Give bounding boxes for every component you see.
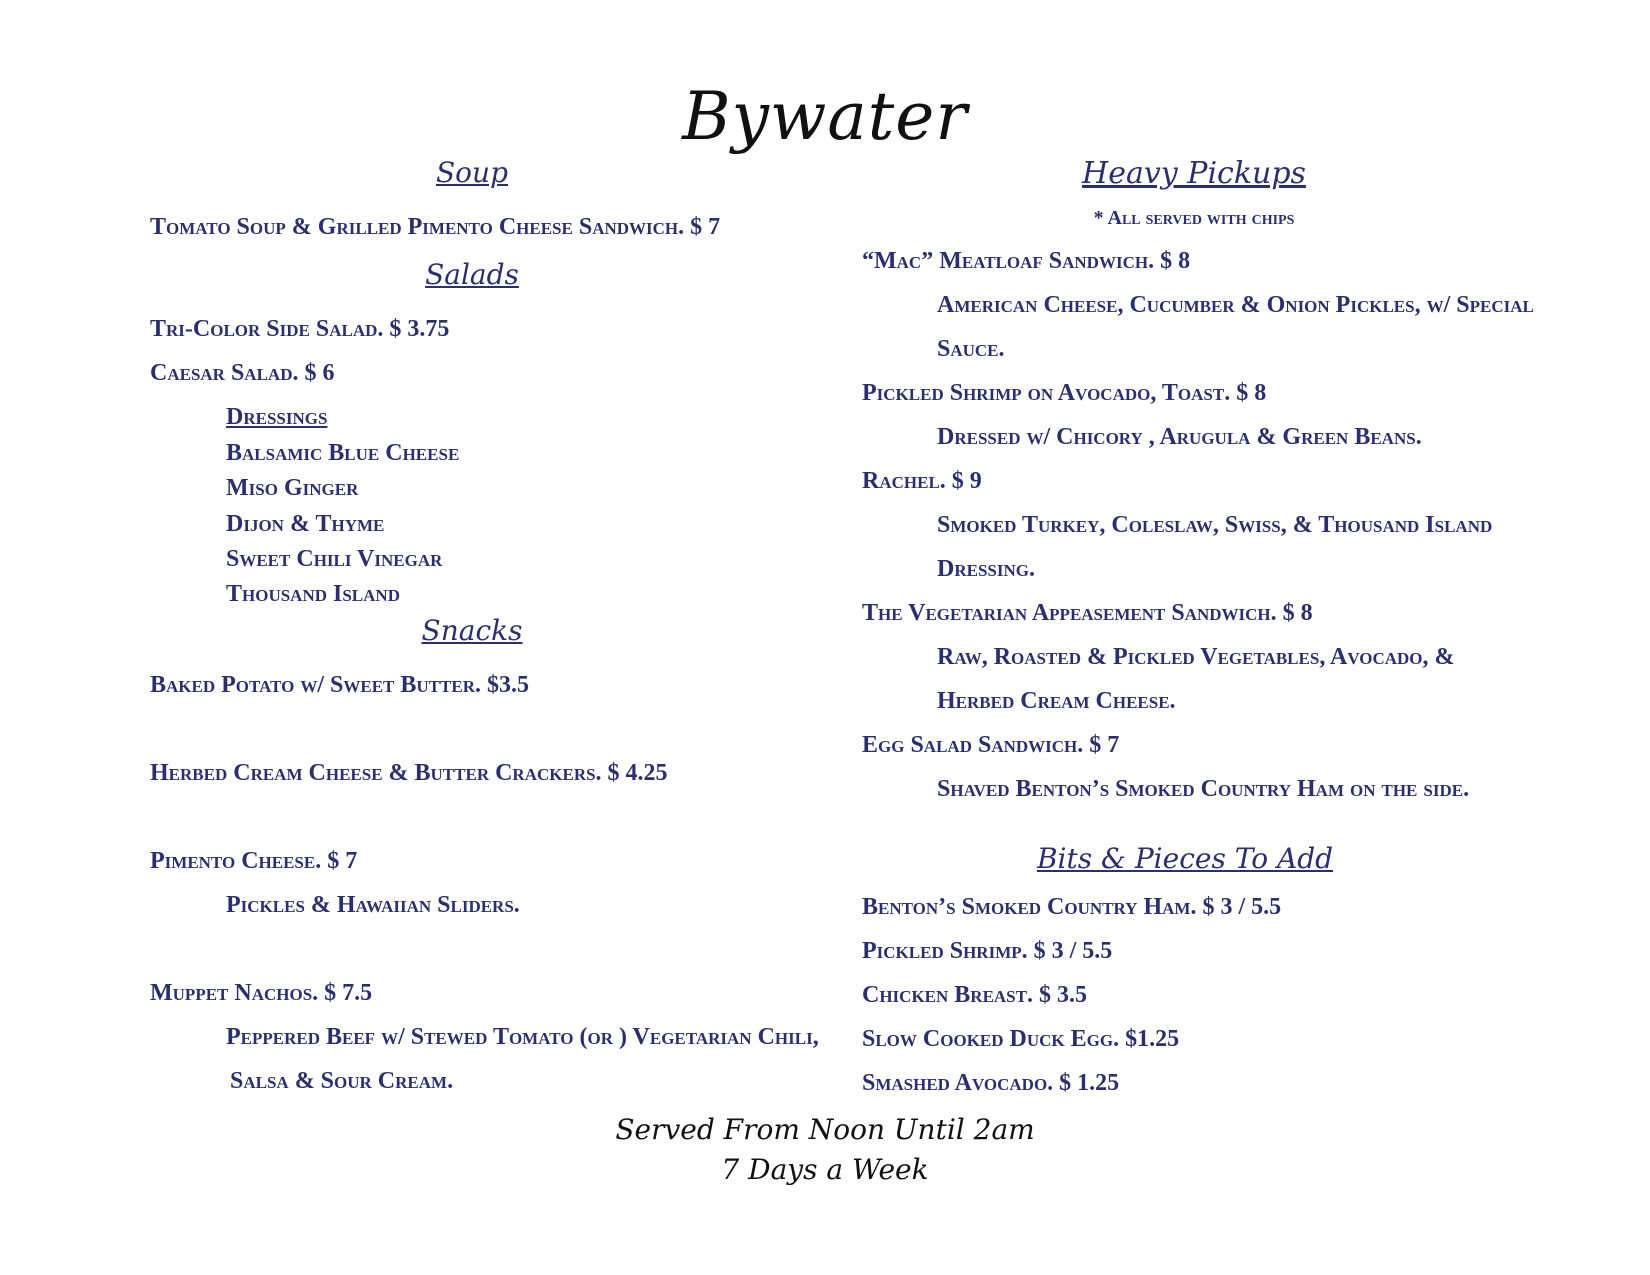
add-on-item: Benton’s Smoked Country Ham. $ 3 / 5.5	[862, 894, 1282, 920]
snack-item: Baked Potato w/ Sweet Butter. $3.5	[150, 672, 529, 698]
add-on-item: Smashed Avocado. $ 1.25	[862, 1070, 1120, 1096]
dressing-item: Dijon & Thyme	[226, 511, 385, 537]
snack-description: Salsa & Sour Cream.	[230, 1068, 454, 1094]
snacks-header: Snacks	[421, 614, 523, 647]
salad-item: Caesar Salad. $ 6	[150, 360, 335, 386]
dressing-item: Balsamic Blue Cheese	[226, 440, 460, 466]
heavy-item-description: Herbed Cream Cheese.	[937, 688, 1176, 714]
snack-description: Pickles & Hawaiian Sliders.	[226, 892, 520, 918]
heavy-item-description: Dressing.	[937, 556, 1035, 582]
heavy-item: “Mac” Meatloaf Sandwich. $ 8	[862, 248, 1191, 274]
heavy-item: Pickled Shrimp on Avocado, Toast. $ 8	[862, 380, 1267, 406]
bits-pieces-header: Bits & Pieces To Add	[1036, 842, 1334, 875]
dressings-label: Dressings	[226, 404, 328, 430]
snack-item: Muppet Nachos. $ 7.5	[150, 980, 373, 1006]
add-on-item: Pickled Shrimp. $ 3 / 5.5	[862, 938, 1113, 964]
heavy-item-description: American Cheese, Cucumber & Onion Pickles, w/ Special	[937, 292, 1534, 318]
hours-line: Served From Noon Until 2am	[615, 1113, 1035, 1146]
dressing-item: Miso Ginger	[226, 475, 359, 501]
add-on-item: Slow Cooked Duck Egg. $1.25	[862, 1026, 1180, 1052]
days-line: 7 Days a Week	[721, 1153, 929, 1186]
salad-item: Tri-Color Side Salad. $ 3.75	[150, 316, 450, 342]
add-on-item: Chicken Breast. $ 3.5	[862, 982, 1087, 1008]
heavy-item-description: Smoked Turkey, Coleslaw, Swiss, & Thousand Island	[937, 512, 1493, 538]
soup-item: Tomato Soup & Grilled Pimento Cheese Sandwich. $ 7	[150, 214, 721, 240]
heavy-pickups-note: * All served with chips	[1093, 207, 1295, 229]
heavy-item: Rachel. $ 9	[862, 468, 982, 494]
salads-header: Salads	[425, 258, 519, 291]
heavy-item-description: Dressed w/ Chicory , Arugula & Green Beans.	[937, 424, 1422, 450]
heavy-item-description: Shaved Benton’s Smoked Country Ham on the side.	[937, 776, 1470, 802]
heavy-item: Egg Salad Sandwich. $ 7	[862, 732, 1120, 758]
dressing-item: Sweet Chili Vinegar	[226, 546, 443, 572]
heavy-pickups-header: Heavy Pickups	[1082, 156, 1306, 191]
heavy-item-description: Raw, Roasted & Pickled Vegetables, Avocado, &	[937, 644, 1455, 670]
snack-description: Peppered Beef w/ Stewed Tomato (or ) Vegetarian Chili,	[226, 1024, 819, 1050]
dressing-item: Thousand Island	[226, 581, 400, 607]
snack-item: Pimento Cheese. $ 7	[150, 848, 358, 874]
heavy-item: The Vegetarian Appeasement Sandwich. $ 8	[862, 600, 1313, 626]
snack-item: Herbed Cream Cheese & Butter Crackers. $ 4.25	[150, 760, 668, 786]
soup-header: Soup	[436, 156, 508, 189]
heavy-item-description: Sauce.	[937, 336, 1005, 362]
menu-title: Bywater	[682, 78, 968, 155]
